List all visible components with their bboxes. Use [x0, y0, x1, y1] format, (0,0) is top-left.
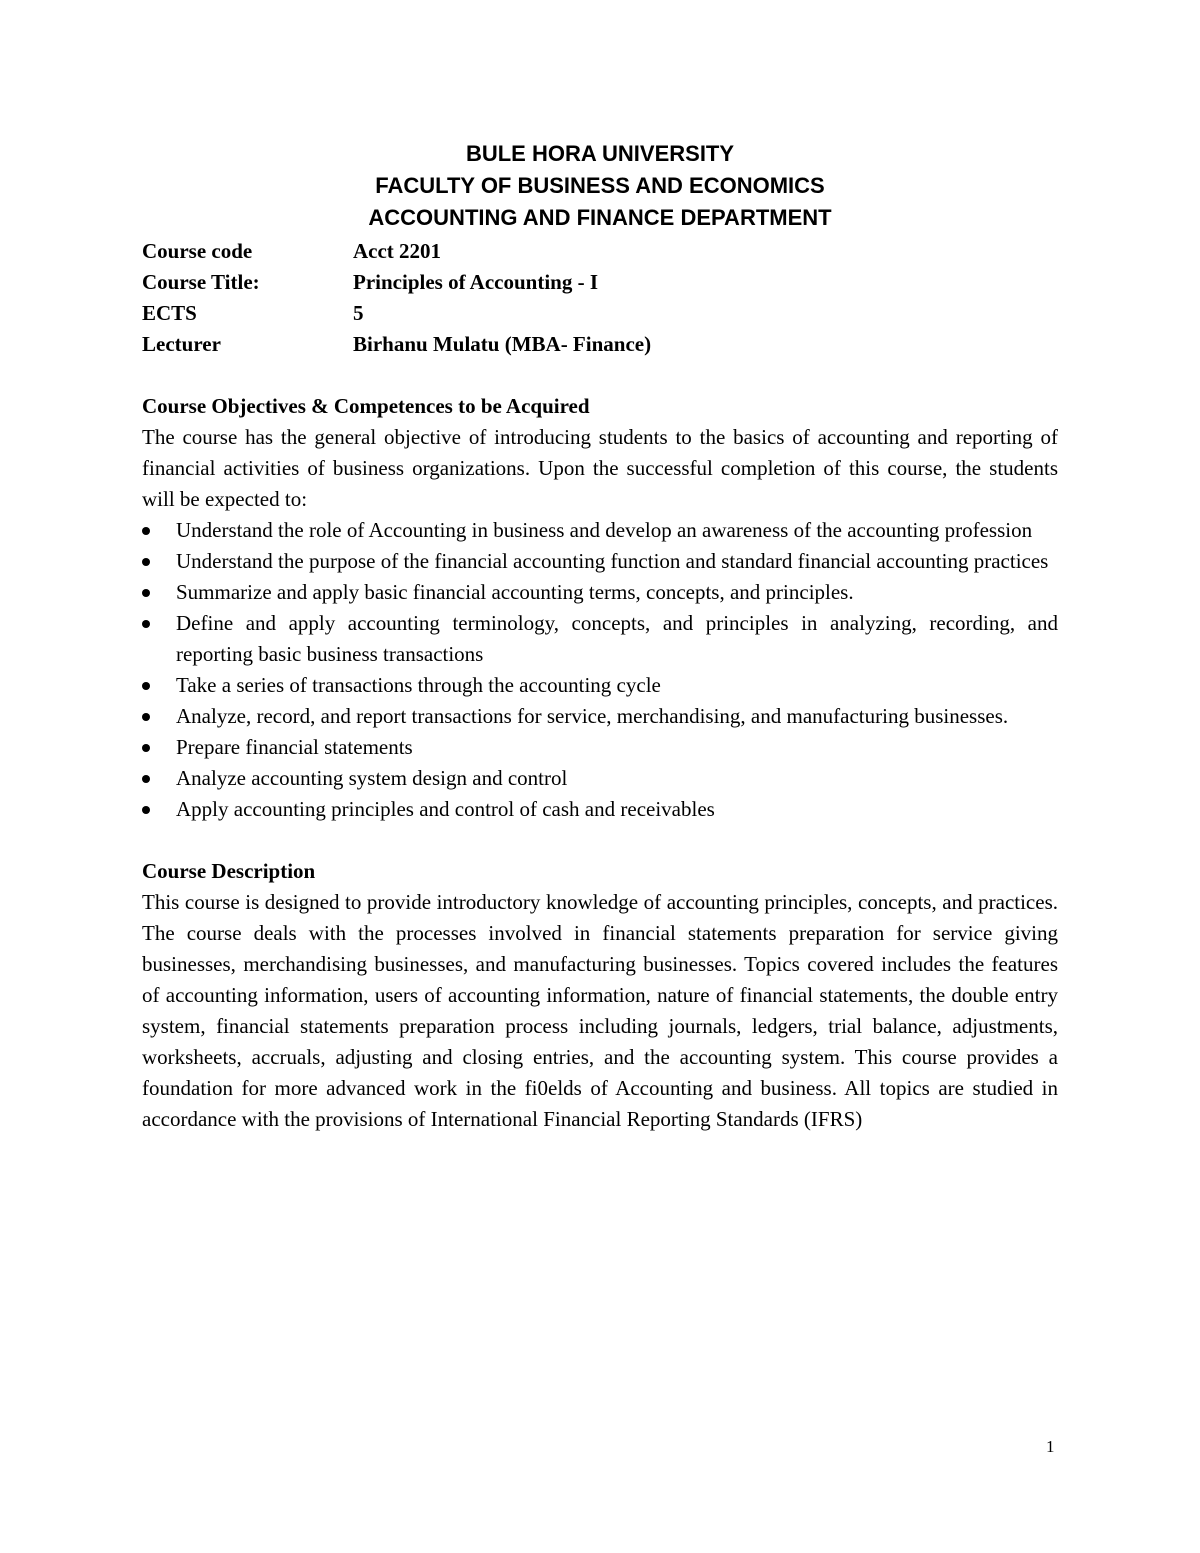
- list-item-text: Understand the role of Accounting in business and develop an awareness of the accounting profession: [176, 518, 1033, 542]
- course-title-label: Course Title:: [142, 270, 260, 294]
- page-number: 1: [1046, 1437, 1055, 1456]
- list-item: [142, 577, 1058, 608]
- course-code-value: Acct 2201: [353, 239, 442, 263]
- ects-row: [142, 298, 1058, 329]
- course-title-row: [142, 267, 1058, 298]
- bullet-icon: [142, 744, 150, 752]
- objectives-list: [142, 515, 1058, 825]
- bullet-icon: [142, 527, 150, 535]
- objectives-intro: The course has the general objective of introducing students to the basics of accounting and reporting of financial activities of business organizations. Upon the successful completion of this course, the students will be expected to:: [142, 425, 1058, 511]
- list-item: [142, 732, 1058, 763]
- lecturer-label: Lecturer: [142, 332, 221, 356]
- course-code-label: Course code: [142, 239, 253, 263]
- bullet-icon: [142, 806, 150, 814]
- bullet-icon: [142, 589, 150, 597]
- university-name: BULE HORA UNIVERSITY: [465, 141, 735, 166]
- list-item-text: Summarize and apply basic financial accounting terms, concepts, and principles.: [176, 580, 854, 604]
- list-item: [142, 794, 1058, 825]
- list-item: [142, 670, 1058, 701]
- ects-value: 5: [353, 301, 364, 325]
- description-text: This course is designed to provide introductory knowledge of accounting principles, concepts, and practices. The course deals with the processes involved in financial statements preparation for service giving businesses, merchandising businesses, and manufacturing businesses. Topics covered includes the features of accounting information, users of accounting information, nature of financial statements, the double entry system, financial statements preparation process including journals, ledgers, trial balance, adjustments, worksheets, accruals, adjusting and closing entries, and the accounting system. This course provides a foundation for more advanced work in the fi0elds of Accounting and business. All topics are studied in accordance with the provisions of International Financial Reporting Standards (IFRS): [142, 890, 1058, 1131]
- spacer: [142, 825, 1058, 856]
- bullet-icon: [142, 620, 150, 628]
- description-heading: Course Description: [142, 859, 316, 883]
- list-item: [142, 763, 1058, 794]
- lecturer-value: Birhanu Mulatu (MBA- Finance): [353, 332, 652, 356]
- list-item-text: Understand the purpose of the financial accounting function and standard financial accounting practices: [176, 549, 1049, 573]
- list-item: [142, 701, 1058, 732]
- ects-label: ECTS: [142, 301, 197, 325]
- document-header: [142, 138, 1058, 234]
- list-item: [142, 608, 1058, 670]
- list-item-text: Define and apply accounting terminology, concepts, and principles in analyzing, recording, and reporting basic business transactions: [176, 611, 1058, 666]
- bullet-icon: [142, 682, 150, 690]
- document-page: [142, 138, 1058, 1135]
- list-item-text: Analyze accounting system design and control: [176, 766, 568, 790]
- bullet-icon: [142, 775, 150, 783]
- list-item-text: Prepare financial statements: [176, 735, 413, 759]
- spacer: [142, 360, 1058, 391]
- faculty-name: FACULTY OF BUSINESS AND ECONOMICS: [375, 173, 825, 198]
- course-title-value: Principles of Accounting - I: [353, 270, 598, 294]
- course-code-row: [142, 236, 1058, 267]
- list-item-text: Apply accounting principles and control of cash and receivables: [176, 797, 715, 821]
- lecturer-row: [142, 329, 1058, 360]
- bullet-icon: [142, 558, 150, 566]
- course-info-table: [142, 236, 1058, 360]
- list-item: [142, 515, 1058, 546]
- list-item: [142, 546, 1058, 577]
- objectives-heading: Course Objectives & Competences to be Acquired: [142, 394, 590, 418]
- bullet-icon: [142, 713, 150, 721]
- list-item-text: Analyze, record, and report transactions for service, merchandising, and manufacturing businesses.: [176, 704, 1009, 728]
- list-item-text: Take a series of transactions through the accounting cycle: [176, 673, 661, 697]
- department-name: ACCOUNTING AND FINANCE DEPARTMENT: [368, 205, 832, 230]
